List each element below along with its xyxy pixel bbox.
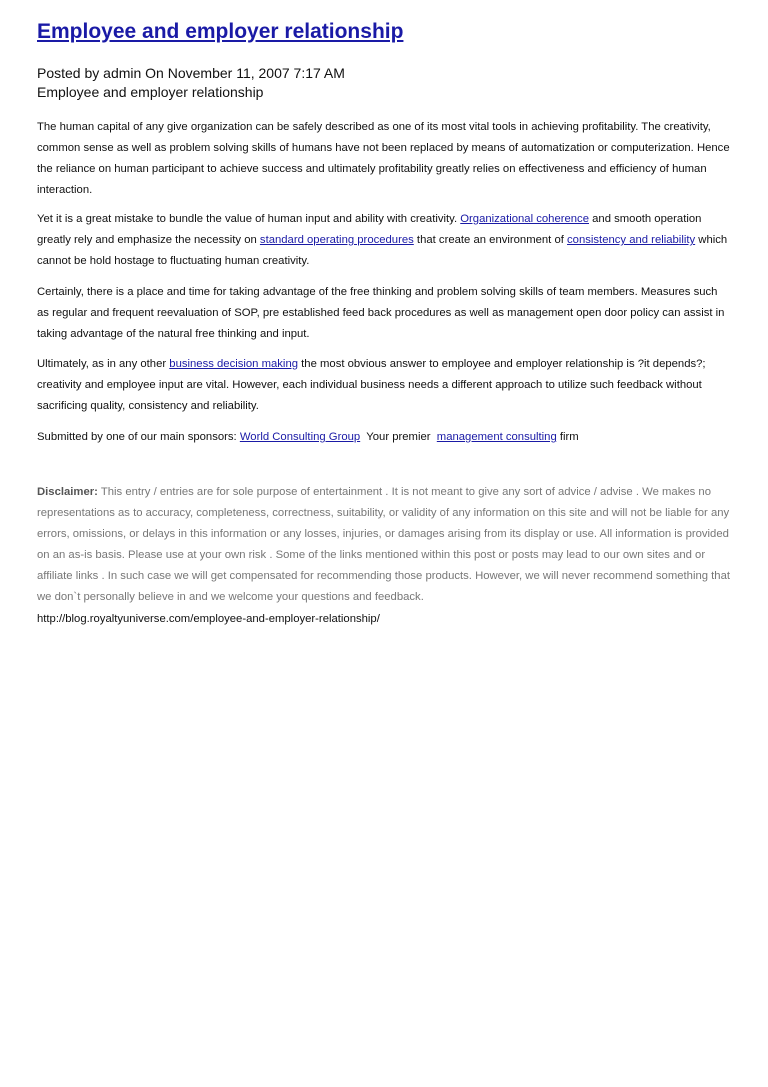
paragraph-1: The human capital of any give organization can be safely described as one of its most vital tools in achieving profitability. The creativity, common sense as well as problem solving skills of humans have not been replaced by means of automatization or computerization. Hence the reliance on human participant to achieve success and ultimately profitability greatly relies on effectiveness and efficiency of human interaction.	[37, 121, 730, 196]
disclaimer-label: Disclaimer:	[37, 486, 98, 498]
sponsor-text-b: Your premier	[360, 431, 437, 443]
business-decision-making-link[interactable]: business decision making	[169, 358, 299, 370]
disclaimer-text: This entry / entries are for sole purpose of entertainment . It is not meant to give any sort of advice / advise . We makes no representations as to accuracy, completeness, correctness, suitability, or validity of any information on this site and will not be liable for any errors, omissions, or delays in this information or any losses, injuries, or damages arising from its display or use. All information is provided on an as-is basis. Please use at your own risk . Some of the links mentioned within this post or posts may lead to our own sites and or affiliate links . In such case we will get compensated for recommending those products. However, we will never recommend something that we don`t personally believe in and we welcome your questions and feedback.	[37, 486, 730, 603]
sponsor-text-c: firm	[556, 431, 579, 443]
paragraph-2-text-c: that create an environment of	[413, 234, 568, 246]
organizational-coherence-link[interactable]: Organizational coherence	[460, 213, 589, 225]
paragraph-2	[37, 209, 732, 272]
paragraph-4-text-a: Ultimately, as in any other	[37, 358, 170, 370]
sponsor-text-a: Submitted by one of our main sponsors:	[37, 431, 240, 443]
paragraph-4-text-b: the most obvious answer to employee and employer relationship is ?it depends?; creativity and employee input are vital. However, each individual business needs a different approach to utilize such feedback without sacrificing quality, consistency and reliability.	[37, 358, 706, 412]
paragraph-4	[37, 354, 732, 417]
post-title-link[interactable]: Employee and employer relationship	[37, 20, 404, 43]
paragraph-3: Certainly, there is a place and time for taking advantage of the free thinking and problem solving skills of team members. Measures such as regular and frequent reevaluation of SOP, pre established feed back procedures as well as management open door policy can assist in taking advantage of the natural free thinking and input.	[37, 286, 725, 340]
disclaimer	[37, 482, 732, 608]
post-subtitle: Employee and employer relationship	[37, 84, 264, 100]
post-byline: Posted by admin On November 11, 2007 7:17 AM	[37, 65, 345, 81]
source-url: http://blog.royaltyuniverse.com/employee-and-employer-relationship/	[37, 613, 380, 625]
paragraph-2-text-d: which cannot be hold hostage to fluctuating human creativity.	[37, 234, 728, 267]
paragraph-2-text-b: and smooth operation greatly rely and emphasize the necessity on	[37, 213, 702, 246]
sponsor-paragraph	[37, 427, 732, 448]
management-consulting-link[interactable]: management consulting	[436, 431, 557, 443]
world-consulting-group-link[interactable]: World Consulting Group	[239, 431, 361, 443]
paragraph-2-text-a: Yet it is a great mistake to bundle the value of human input and ability with creativity.	[37, 213, 461, 225]
standard-operating-procedures-link[interactable]: standard operating procedures	[259, 234, 414, 246]
post-meta	[37, 64, 345, 102]
consistency-and-reliability-link[interactable]: consistency and reliability	[567, 234, 696, 246]
